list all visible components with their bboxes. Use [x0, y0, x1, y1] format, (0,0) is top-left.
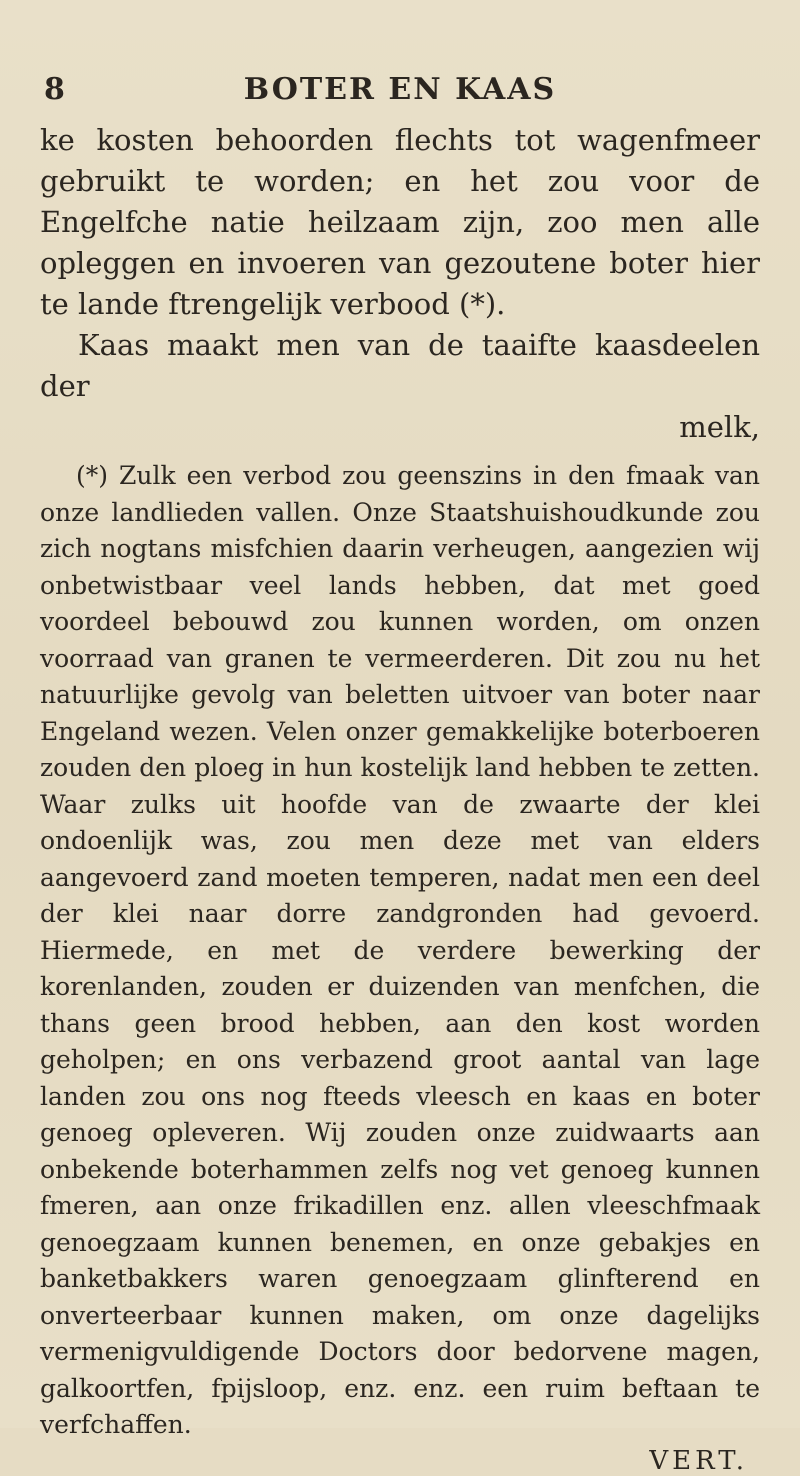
body-paragraph-continuation: melk,	[679, 410, 760, 444]
footnote-signature: VERT.	[649, 1445, 748, 1476]
main-text	[40, 120, 760, 448]
body-paragraph: Kaas maakt men van de taaifte kaasdeelen der	[40, 328, 760, 403]
footnote: (*) Zulk een verbod zou geenszins in den fmaak van onze landlieden vallen. Onze Staatshuishoudkunde zou zich nogtans misfchien daarin verheugen, aangezien wij onbetwistbaar veel lands hebben, dat met goed voordeel bebouwd zou kunnen worden, om onzen voorraad van granen te vermeerderen. Dit zou nu het natuurlijke gevolg van beletten uitvoer van boter naar Engeland wezen. Velen onzer gemakkelijke boterboeren zouden den ploeg in hun kostelijk land hebben te zetten. Waar zulks uit hoofde van de zwaarte der klei ondoenlijk was, zou men deze met van elders aangevoerd zand moeten temperen, nadat men een deel der klei naar dorre zandgronden had gevoerd. Hiermede, en met de verdere bewerking der korenlanden, zouden er duizenden van menfchen, die thans geen brood hebben, aan den kost worden geholpen; en ons verbazend groot aantal van lage landen zou ons nog fteeds vleesch en kaas en boter genoeg opleveren. Wij zouden onze zuidwaarts aan onbekende boterhammen zelfs nog vet genoeg kunnen fmeren, aan onze frikadillen enz. allen vleeschfmaak genoegzaam kunnen benemen, en onze gebakjes en banketbakkers waren genoegzaam glinfterend en onverteerbaar kunnen maken, om onze dagelijks vermenigvuldigende Doctors door bedorvene magen, galkoortfen, fpijsloop, enz. enz. een ruim beftaan te verfchaffen.	[40, 461, 760, 1439]
page-number: 8	[44, 72, 65, 107]
running-head: BOTER EN KAAS	[243, 72, 557, 107]
body-paragraph: ke kosten behoorden flechts tot wagenfmeer gebruikt te worden; en het zou voor de Engelfche natie heilzaam zijn, zoo men alle opleggen en invoeren van gezoutene boter hier te lande ftrengelijk verbood (*).	[40, 123, 760, 321]
page-header	[40, 62, 760, 112]
